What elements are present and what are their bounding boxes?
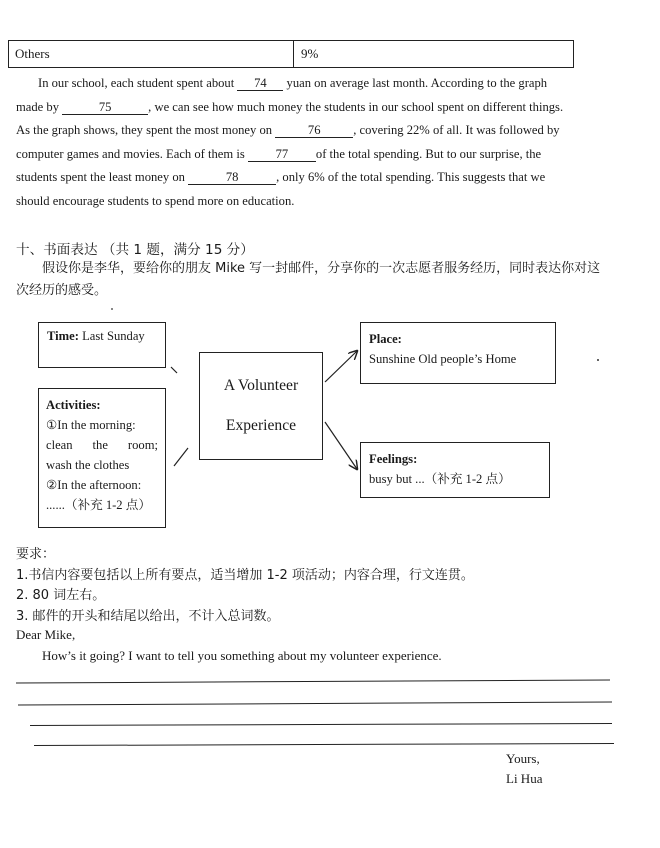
requirement-2: 2. 80 词左右。: [16, 588, 106, 603]
requirements: [16, 545, 474, 627]
time-label: Time:: [47, 329, 79, 343]
text: computer games and movies. Each of them is: [16, 146, 245, 161]
activity-line: ②In the afternoon:: [46, 478, 142, 492]
activity-line: ......（补充 1-2 点）: [46, 498, 151, 512]
blank-76[interactable]: 76: [275, 123, 353, 138]
others-value: 9%: [301, 46, 319, 61]
connector-activities: [174, 448, 188, 466]
connector-time: [171, 367, 177, 373]
place-value: Sunshine Old people’s Home: [369, 352, 517, 366]
letter-opening: How’s it going? I want to tell you something about my volunteer experience.: [42, 648, 442, 663]
text: made by: [16, 99, 60, 114]
text: yuan on average last month. According to the: [286, 76, 516, 90]
feelings-value: busy but ...（补充 1-2 点）: [369, 472, 511, 486]
prompt-line-1: 假设你是李华，要给你的朋友 Mike 写一封邮件，分享你的一次志愿者服务经历，同时表达你对这: [42, 261, 601, 276]
passage-line-6: should encourage students to spend more on education.: [16, 193, 295, 208]
prompt-line-2: 次经历的感受。: [16, 283, 108, 298]
blank-77[interactable]: 77: [248, 147, 316, 162]
text: In our school, each student spent about: [38, 76, 235, 90]
others-label: Others: [15, 46, 50, 61]
place-label: Place:: [369, 332, 402, 346]
activity-line: ①In the morning:: [46, 418, 136, 432]
time-value: Last Sunday: [82, 329, 145, 343]
letter-greeting: Dear Mike,: [16, 627, 76, 642]
arrow-to-feelings-icon: [325, 422, 357, 469]
activity-line: wash the clothes: [46, 458, 130, 472]
text: graph: [518, 76, 548, 90]
dot-mark: [111, 308, 113, 310]
activity-line: clean the room;: [46, 438, 158, 452]
activities-label: Activities:: [46, 398, 101, 412]
letter-closing: Yours,: [506, 751, 540, 766]
text: , only 6% of the total spending. This suggests that we: [276, 170, 546, 185]
letter-signature: Li Hua: [506, 771, 543, 786]
text: students spent the least money on: [16, 170, 185, 185]
center-title-line-2: Experience: [225, 417, 297, 434]
text: , covering 22% of all. It was followed by: [353, 123, 560, 138]
text: , we can see how much money the students in our school spent on different things.: [148, 99, 564, 114]
blank-78[interactable]: 78: [188, 170, 276, 185]
requirement-1: 1.书信内容要包括以上所有要点，适当增加 1-2 项活动；内容合理，行文连贯。: [16, 567, 474, 583]
center-title-line-1: A Volunteer: [223, 377, 299, 394]
blank-74[interactable]: 74: [237, 76, 283, 91]
feelings-label: Feelings:: [369, 452, 418, 466]
blank-75[interactable]: 75: [62, 100, 148, 115]
requirement-3: 3. 邮件的开头和结尾以给出，不计入总词数。: [16, 608, 280, 624]
text: of the total spending. But to our surprise, the: [315, 146, 542, 161]
requirements-title: 要求：: [16, 547, 56, 562]
section-title: 十、书面表达 （共 1 题，满分 15 分）: [16, 242, 254, 258]
text: As the graph shows, they spent the most money on: [16, 123, 273, 138]
arrow-to-place-icon: [325, 351, 357, 382]
dot-mark: [597, 359, 599, 361]
